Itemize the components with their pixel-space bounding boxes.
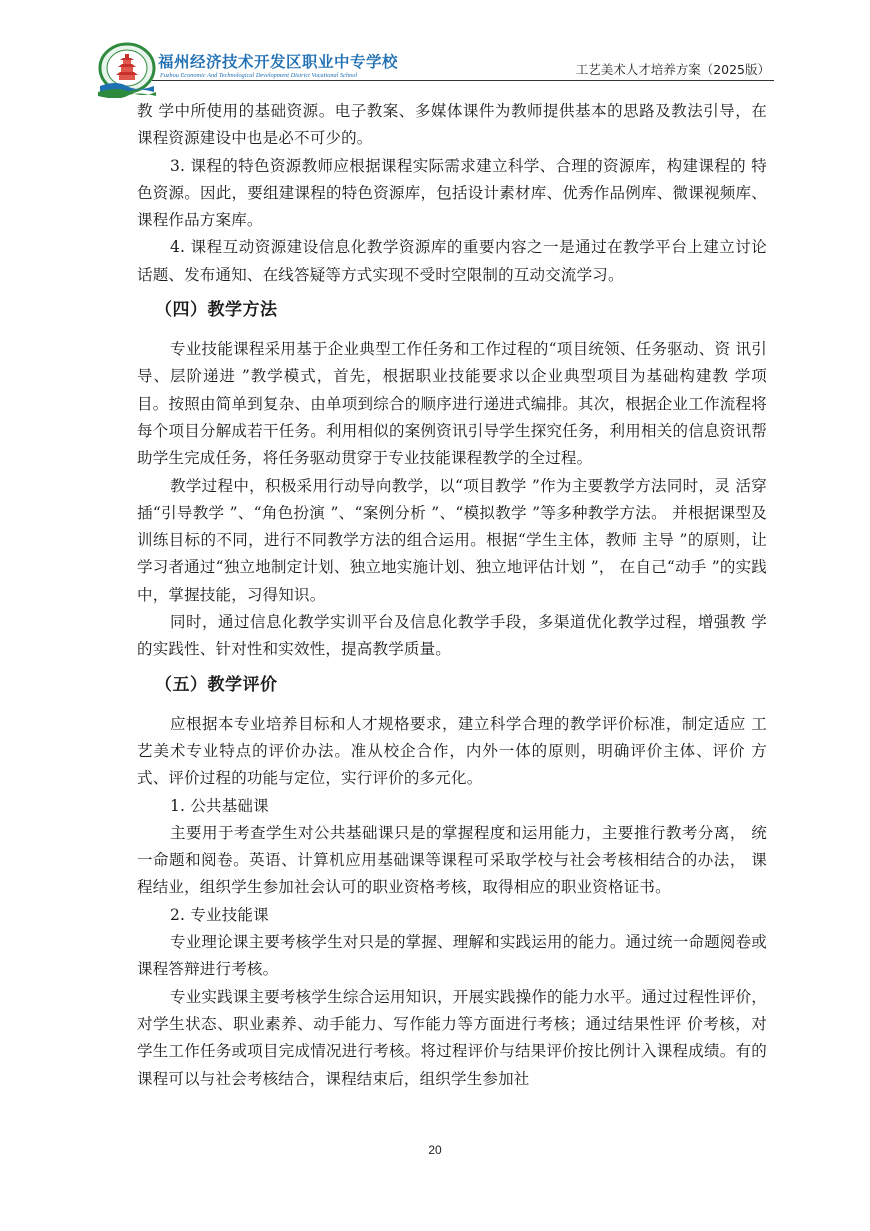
subheading-public-courses: 1. 公共基础课 [170, 796, 269, 815]
paragraph: 专业理论课主要考核学生对只是的掌握、理解和实践运用的能力。通过统一命题阅卷或课程答辩进行考核。 [137, 933, 767, 979]
paragraph: 教 学中所使用的基础资源。电子教案、多媒体课件为教师提供基本的思路及教法引导，在 课程资源建设中也是必不可少的。 [137, 102, 767, 148]
paragraph: 4. 课程互动资源建设信息化教学资源库的重要内容之一是通过在教学平台上建立讨论话题、发布通知、在线答疑等方式实现不受时空限制的互动交流学习。 [137, 238, 767, 284]
header-divider [152, 80, 774, 81]
paragraph: 同时，通过信息化教学实训平台及信息化教学手段，多渠道优化教学过程，增强教 学的实践性、针对性和实效性，提高教学质量。 [137, 613, 767, 659]
paragraph: 主要用于考查学生对公共基础课只是的掌握程度和运用能力，主要推行教考分离， 统一命题和阅卷。英语、计算机应用基础课等课程可采取学校与社会考核相结合的办法， 课程结业，组织学生参加社会认可的职业资格考核，取得相应的职业资格证书。 [137, 823, 767, 897]
paragraph: 教学过程中，积极采用行动导向教学，以“项目教学 ”作为主要教学方法同时，灵 活穿插“引导教学 ”、“角色扮演 ”、“案例分析 ”、“模拟教学 ”等多种教学方法。 并根据课型及训练目标的不同，进行不同教学方法的组合运用。根据“学生主体，教师 主导 ”的原则，让学习者通过“独立地制定计划、独立地实施计划、独立地评估计划 ”， 在自己“动手 ”的实践中，掌握技能，习得知识。 [137, 476, 767, 604]
school-name: 福州经济技术开发区职业中专学校 [158, 53, 399, 71]
school-name-en: Fuzhou Economic And Technological Development District Vocational School [160, 72, 358, 79]
paragraph: 专业实践课主要考核学生综合运用知识，开展实践操作的能力水平。通过过程性评价，对学生状态、职业素养、动手能力、写作能力等方面进行考核；通过结果性评 价考核，对学生工作任务或项目完成情况进行考核。将过程评价与结果评价按比例计入课程成绩。有的课程可以与社会考核结合，课程结束后，组织学生参加社 [137, 987, 767, 1088]
paragraph: 应根据本专业培养目标和人才规格要求，建立科学合理的教学评价标准，制定适应 工艺美术专业特点的评价办法。准从校企合作，内外一体的原则，明确评价主体、评价 方式、评价过程的功能与定位，实行评价的多元化。 [137, 714, 767, 788]
paragraph: 3. 课程的特色资源教师应根据课程实际需求建立科学、合理的资源库，构建课程的 特色资源。因此，要组建课程的特色资源库，包括设计素材库、优秀作品例库、微课视频库、课程作品方案库。 [137, 156, 767, 230]
section-heading-teaching-method: （四）教学方法 [155, 300, 278, 321]
paragraph: 专业技能课程采用基于企业典型工作任务和工作过程的“项目统领、任务驱动、资 讯引导、层阶递进 ”教学模式，首先，根据职业技能要求以企业典型项目为基础构建教 学项目。按照由简单到复杂、由单项到综合的顺序进行递进式编排。其次，根据企业工作流程将每个项目分解成若干任务。利用相似的案例资讯引导学生探究任务，利用相关的信息资讯帮助学生完成任务，将任务驱动贯穿于专业技能课程教学的全过程。 [137, 340, 767, 468]
school-emblem-icon [96, 42, 158, 98]
subheading-professional-courses: 2. 专业技能课 [170, 905, 269, 924]
document-title: 工艺美术人才培养方案（2025版） [575, 62, 770, 77]
page-body [137, 98, 767, 1093]
section-heading-teaching-evaluation: （五）教学评价 [155, 674, 278, 695]
page-number: 20 [428, 1143, 442, 1157]
page-header [0, 0, 870, 100]
